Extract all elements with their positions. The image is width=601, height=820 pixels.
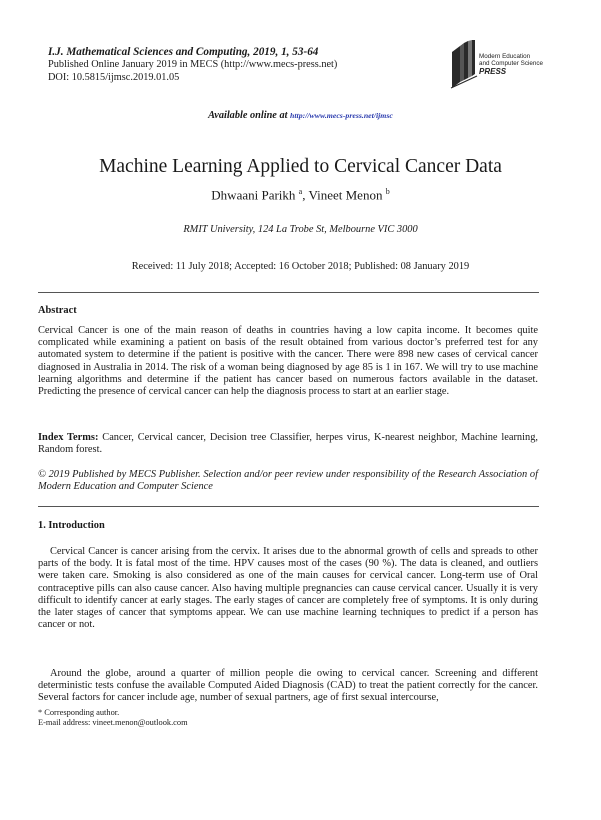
authors-line — [0, 184, 601, 203]
copyright-notice: © 2019 Published by MECS Publisher. Selection and/or peer review under responsibility of the Research Association of Modern Education and Computer Science — [38, 469, 538, 493]
published-online-line: Published Online January 2019 in MECS (http://www.mecs-press.net) — [48, 59, 338, 70]
index-terms-list: Cancer, Cervical cancer, Decision tree Classifier, herpes virus, K-nearest neighbor, Machine learning, Random forest. — [38, 432, 538, 456]
author-name: Dhwaani Parikh — [211, 187, 296, 203]
doi-line: DOI: 10.5815/ijmsc.2019.01.05 — [48, 71, 180, 83]
divider — [38, 292, 539, 293]
index-terms — [38, 432, 538, 456]
author-affil-mark: a — [298, 187, 303, 196]
email-footnote: E-mail address: vineet.menon@outlook.com — [38, 718, 188, 727]
journal-url-link[interactable]: http://www.mecs-press.net/ijmsc — [290, 111, 393, 120]
paper-title: Machine Learning Applied to Cervical Cancer Data — [99, 156, 502, 177]
author-affil-mark: b — [385, 187, 390, 196]
journal-citation: I.J. Mathematical Sciences and Computing, 2019, 1, 53-64 — [48, 46, 319, 58]
logo-line-2: and Computer Science — [479, 60, 544, 67]
logo-press: PRESS — [479, 67, 507, 76]
journal-header — [48, 46, 428, 84]
mecs-press-logo — [448, 36, 560, 90]
index-terms-label: Index Terms: — [38, 432, 99, 443]
intro-paragraph: Cervical Cancer is cancer arising from the cervix. It arises due to the abnormal growth of cells and spreads to other parts of the body. It is fatal most of the time. HPV causes most of the cases (90 %). The data is cleaned, and outliers were taken care. Smoking is also considered as one of the main causes for cervical cancer. Long-term use of Oral contraceptive pills can also cause cancer. Also having multiple pregnancies can cause cervical cancer. Usually it is very difficult to identify cancer at early stages. The early stages of cancer are completely free of symptoms. It is only during the later stages of cancer that symptoms appear. We can use machine learning techniques to predict if a person has cancer or not. — [38, 546, 538, 631]
publication-dates: Received: 11 July 2018; Accepted: 16 October 2018; Published: 08 January 2019 — [131, 261, 470, 272]
available-label: Available online at — [208, 110, 288, 121]
book-stack-icon — [448, 36, 560, 90]
abstract-text: Cervical Cancer is one of the main reason of deaths in countries having a low capita income. It becomes quite complicated while examining a patient on basis of the result obtained from various doctor’s preferred test for any automated system to determine if the patient is positive with the cancer. There were 898 new cases of cervical cancer diagnosed in Australia in 2014. The risk of a woman being diagnosed by age 85 is 1 in 167. We will try to use machine learning algorithms and determine if the patient has cancer based on numerous factors available in the dataset. Predicting the presence of cervical cancer can help the diagnosis process to start at an earlier stage. — [38, 325, 538, 398]
introduction-heading: 1. Introduction — [38, 520, 105, 531]
affiliation: RMIT University, 124 La Trobe St, Melbourne VIC 3000 — [183, 224, 418, 235]
logo-line-1: Modern Education — [479, 53, 531, 60]
author-name: Vineet Menon — [308, 187, 383, 203]
author-separator: , — [302, 187, 309, 203]
intro-paragraph: Around the globe, around a quarter of million people die owing to cervical cancer. Screening and different deterministic tests confuse the available Computed Aided Diagnosis (CAD) to treat the patient correctly for the cancer. Several factors for cancer include age, number of sexual partners, age of first sexual intercourse, — [38, 668, 538, 704]
available-online — [0, 110, 601, 121]
corresponding-author-note: * Corresponding author. — [38, 708, 120, 717]
divider — [38, 506, 539, 507]
abstract-heading: Abstract — [38, 305, 77, 316]
